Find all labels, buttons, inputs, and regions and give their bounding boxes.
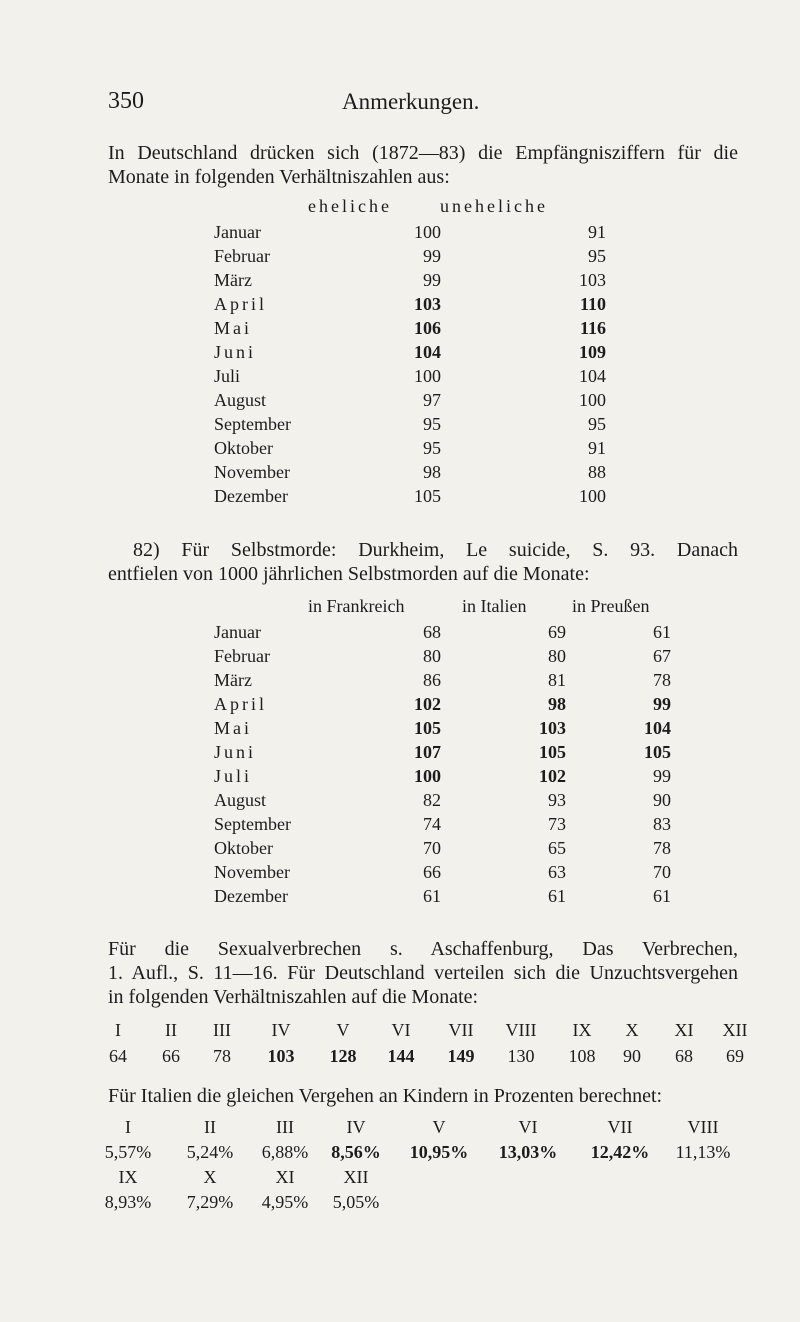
table1-row: [214, 268, 606, 292]
sexual-line-3: in folgenden Verhältniszahlen auf die Monate:: [108, 986, 479, 1008]
eheliche-value: 95: [423, 413, 441, 434]
month-label: September: [214, 413, 291, 434]
month-label: Oktober: [214, 437, 273, 458]
month-label: Dezember: [214, 485, 288, 506]
frankreich-value: 86: [423, 669, 441, 690]
italien-value: 73: [548, 813, 566, 834]
italy-month-label: I: [125, 1117, 131, 1137]
sexual-month-label: V: [336, 1020, 350, 1040]
table1-header-eheliche: eheliche: [308, 196, 392, 216]
month-label: November: [214, 461, 290, 482]
month-label: April: [214, 293, 267, 314]
frankreich-value: 82: [423, 789, 441, 810]
frankreich-value: 105: [414, 717, 441, 738]
uneheliche-value: 116: [579, 317, 606, 338]
frankreich-value: 80: [423, 645, 441, 666]
sexual-month-value: 130: [507, 1046, 535, 1066]
table1-row: [214, 220, 606, 244]
table2-row: [214, 620, 671, 644]
uneheliche-value: 103: [579, 269, 606, 290]
uneheliche-value: 104: [579, 365, 606, 386]
italy-percent-value: 6,88%: [261, 1142, 309, 1162]
month-label: August: [214, 789, 267, 810]
table2-row: [214, 836, 671, 860]
italy-percent-value: 5,57%: [104, 1142, 152, 1162]
month-label: Januar: [214, 621, 261, 642]
italy-percent-value: 7,29%: [186, 1192, 234, 1212]
frankreich-value: 61: [423, 885, 441, 906]
sexual-month-value: 64: [109, 1046, 127, 1066]
preussen-value: 70: [653, 861, 671, 882]
table2-row: [214, 812, 671, 836]
sexual-month-label: X: [625, 1020, 639, 1040]
table1-header-uneheliche: uneheliche: [440, 196, 548, 216]
month-label: August: [214, 389, 267, 410]
italien-value: 81: [548, 669, 566, 690]
month-label: Februar: [214, 245, 270, 266]
sexual-month-label: XII: [722, 1020, 748, 1040]
preussen-value: 67: [653, 645, 671, 666]
frankreich-value: 107: [414, 741, 441, 762]
italy-percent-value: 4,95%: [261, 1192, 309, 1212]
running-header: Anmerkungen.: [342, 89, 480, 114]
month-label: März: [214, 269, 252, 290]
table1-row: [214, 316, 606, 340]
table2-header-preussen: in Preußen: [572, 596, 650, 616]
eheliche-value: 95: [423, 437, 441, 458]
sexual-month-value: 103: [267, 1046, 295, 1066]
intro-line-1: In Deutschland drücken sich (1872—83) die Empfängnisziffern für die: [108, 142, 738, 164]
table1-row: [214, 340, 606, 364]
sexual-month-label: I: [115, 1020, 121, 1040]
italien-value: 103: [539, 717, 566, 738]
italien-value: 61: [548, 885, 566, 906]
month-label: Juli: [214, 765, 253, 786]
preussen-value: 78: [653, 837, 671, 858]
uneheliche-value: 100: [579, 485, 606, 506]
month-label: Juni: [214, 741, 257, 762]
table2-row: [214, 884, 671, 908]
table2-row: [214, 668, 671, 692]
frankreich-value: 100: [414, 765, 441, 786]
italy-percent-value: 13,03%: [498, 1142, 558, 1162]
month-label: März: [214, 669, 252, 690]
table2-row: [214, 644, 671, 668]
italy-percent-value: 11,13%: [675, 1142, 731, 1162]
italy-month-label: XII: [343, 1167, 369, 1187]
table1-row: [214, 460, 606, 484]
sexual-line-2: 1. Aufl., S. 11—16. Für Deutschland verteilen sich die Unzuchtsvergehen: [108, 962, 738, 984]
month-label: April: [214, 693, 267, 714]
uneheliche-value: 95: [588, 413, 606, 434]
eheliche-value: 98: [423, 461, 441, 482]
eheliche-value: 103: [414, 293, 441, 314]
italy-month-label: X: [203, 1167, 217, 1187]
frankreich-value: 66: [423, 861, 441, 882]
italien-value: 102: [539, 765, 566, 786]
note82-line-2: entfielen von 1000 jährlichen Selbstmorden auf die Monate:: [108, 563, 590, 585]
frankreich-value: 70: [423, 837, 441, 858]
uneheliche-value: 91: [588, 221, 606, 242]
sexual-month-label: VII: [448, 1020, 474, 1040]
table2-row: [214, 788, 671, 812]
table1-body: [214, 220, 606, 508]
eheliche-value: 99: [423, 269, 441, 290]
table1-row: [214, 484, 606, 508]
table1-row: [214, 292, 606, 316]
preussen-value: 78: [653, 669, 671, 690]
italy-month-label: II: [204, 1117, 216, 1137]
italy-month-label: VI: [518, 1117, 538, 1137]
month-label: Juni: [214, 341, 257, 362]
note82-line-1: 82) Für Selbstmorde: Durkheim, Le suicide, S. 93. Danach: [133, 539, 738, 561]
month-label: Juli: [214, 365, 241, 386]
italien-value: 65: [548, 837, 566, 858]
preussen-value: 90: [653, 789, 671, 810]
eheliche-value: 104: [414, 341, 441, 362]
table2-row: [214, 764, 671, 788]
preussen-value: 99: [653, 693, 671, 714]
italy-month-label: VIII: [687, 1117, 719, 1137]
table2: [214, 620, 671, 908]
italien-value: 93: [548, 789, 566, 810]
uneheliche-value: 110: [579, 293, 606, 314]
table1-row: [214, 388, 606, 412]
sexual-month-value: 144: [387, 1046, 415, 1066]
eheliche-value: 99: [423, 245, 441, 266]
italien-value: 80: [548, 645, 566, 666]
frankreich-value: 68: [423, 621, 441, 642]
sexual-month-value: 90: [623, 1046, 641, 1066]
table1-row: [214, 436, 606, 460]
table2-body: [214, 620, 671, 908]
table2-row: [214, 860, 671, 884]
sexual-month-value: 128: [329, 1046, 357, 1066]
italy-line: Für Italien die gleichen Vergehen an Kindern in Prozenten berechnet:: [108, 1085, 663, 1107]
italien-value: 98: [548, 693, 566, 714]
italy-month-label: IX: [118, 1167, 138, 1187]
preussen-value: 61: [653, 621, 671, 642]
table2-header-italien: in Italien: [462, 596, 527, 616]
uneheliche-value: 109: [579, 341, 606, 362]
preussen-value: 83: [653, 813, 671, 834]
preussen-value: 104: [644, 717, 671, 738]
table2-row: [214, 740, 671, 764]
italy-month-label: V: [432, 1117, 446, 1137]
sexual-month-label: III: [213, 1020, 231, 1040]
sexual-month-label: IV: [271, 1020, 291, 1040]
eheliche-value: 105: [414, 485, 441, 506]
italy-percent-value: 12,42%: [590, 1142, 650, 1162]
month-label: Mai: [214, 717, 252, 738]
uneheliche-value: 88: [588, 461, 606, 482]
sexual-month-value: 108: [568, 1046, 596, 1066]
month-label: Dezember: [214, 885, 288, 906]
italien-value: 69: [548, 621, 566, 642]
eheliche-value: 100: [414, 365, 441, 386]
month-label: Januar: [214, 221, 261, 242]
table1-row: [214, 244, 606, 268]
month-label: Februar: [214, 645, 270, 666]
table1-row: [214, 412, 606, 436]
table2-row: [214, 716, 671, 740]
italien-value: 105: [539, 741, 566, 762]
eheliche-value: 100: [414, 221, 441, 242]
sexual-month-label: II: [165, 1020, 177, 1040]
italy-month-label: III: [276, 1117, 294, 1137]
table1: [214, 220, 606, 508]
sexual-month-label: XI: [674, 1020, 694, 1040]
italy-percent-value: 5,05%: [332, 1192, 380, 1212]
month-label: November: [214, 861, 290, 882]
italy-month-label: VII: [607, 1117, 633, 1137]
sexual-month-value: 149: [447, 1046, 475, 1066]
italy-percent-value: 8,93%: [104, 1192, 152, 1212]
frankreich-value: 102: [414, 693, 441, 714]
sexual-line-1: Für die Sexualverbrechen s. Aschaffenburg, Das Verbrechen,: [108, 938, 738, 960]
italy-percent-value: 10,95%: [409, 1142, 469, 1162]
italy-month-label: XI: [275, 1167, 295, 1187]
uneheliche-value: 95: [588, 245, 606, 266]
italy-percent-value: 5,24%: [186, 1142, 234, 1162]
table1-row: [214, 364, 606, 388]
preussen-value: 61: [653, 885, 671, 906]
sexual-month-label: IX: [572, 1020, 592, 1040]
sexual-month-value: 69: [726, 1046, 744, 1066]
sexual-month-value: 66: [162, 1046, 180, 1066]
table2-row: [214, 692, 671, 716]
sexual-month-label: VI: [391, 1020, 411, 1040]
sexual-month-label: VIII: [505, 1020, 537, 1040]
preussen-value: 99: [653, 765, 671, 786]
month-label: Mai: [214, 317, 252, 338]
eheliche-value: 106: [414, 317, 441, 338]
page-number: 350: [108, 88, 144, 114]
intro-line-2: Monate in folgenden Verhältniszahlen aus:: [108, 166, 450, 188]
sexual-month-value: 68: [675, 1046, 693, 1066]
month-label: September: [214, 813, 291, 834]
italy-percent-value: 8,56%: [331, 1142, 381, 1162]
italy-month-label: IV: [346, 1117, 366, 1137]
uneheliche-value: 91: [588, 437, 606, 458]
preussen-value: 105: [644, 741, 671, 762]
sexual-month-value: 78: [213, 1046, 231, 1066]
month-label: Oktober: [214, 837, 273, 858]
eheliche-value: 97: [423, 389, 441, 410]
italien-value: 63: [548, 861, 566, 882]
table2-header-frankreich: in Frankreich: [308, 596, 405, 616]
uneheliche-value: 100: [579, 389, 606, 410]
frankreich-value: 74: [423, 813, 441, 834]
